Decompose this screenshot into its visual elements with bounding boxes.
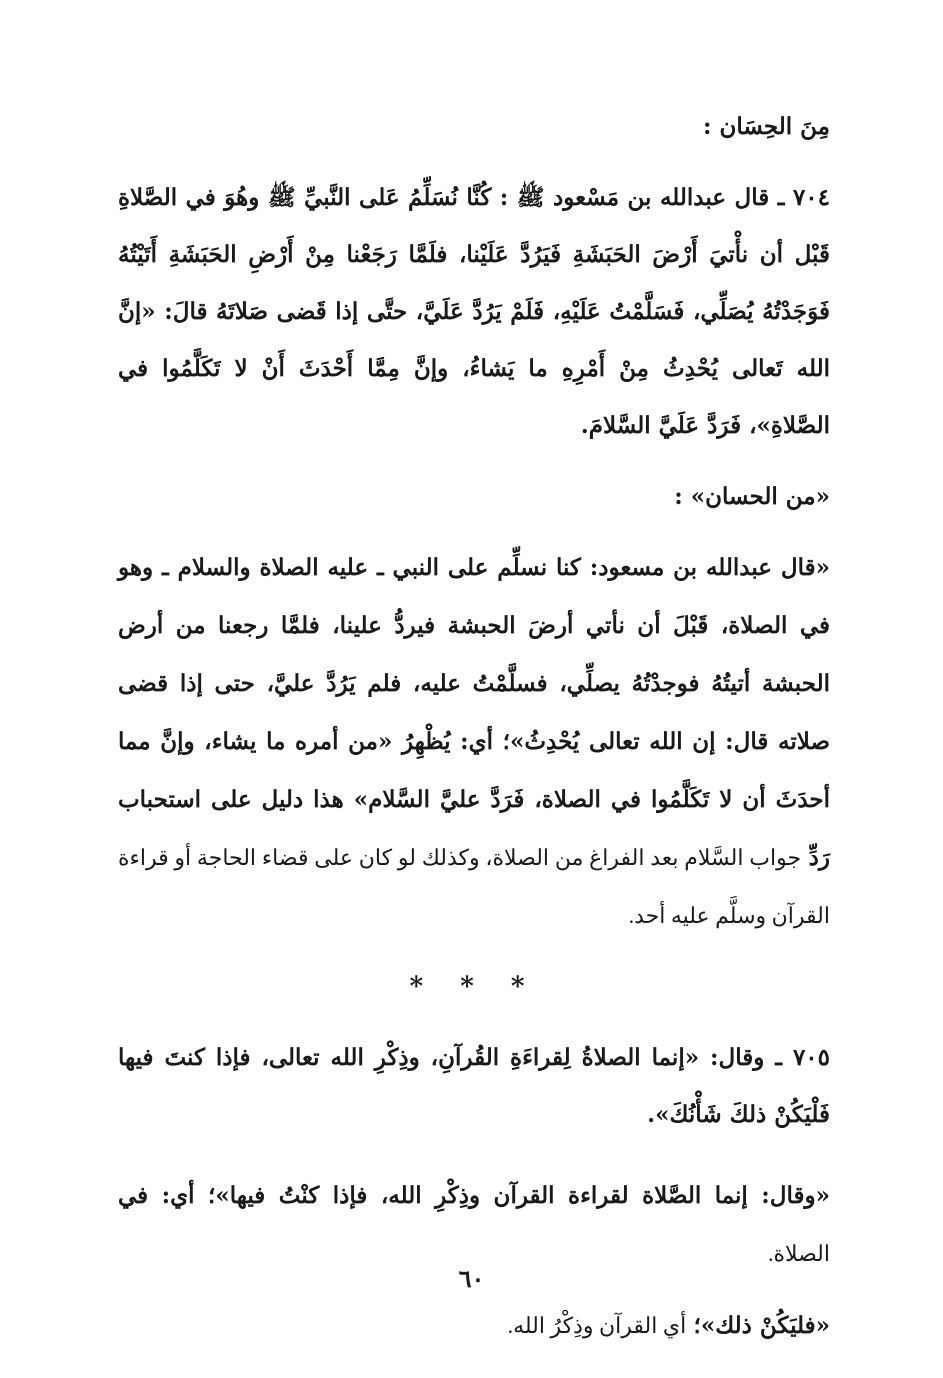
spacer xyxy=(118,525,830,539)
commentary-705a-bold: «وقال: إنما الصَّلاة لقراءة القرآن وذِكْرِ الله، فإذا كنْتُ فيها»؛ أي: في xyxy=(118,1182,830,1209)
hadith-704: ٧٠٤ ـ قال عبدالله بن مَسْعود ﷺ : كُنَّا نُسَلِّمُ عَلى النَّبيِّ ﷺ وهُوَ في الصَّلاةِ قَبْل أن نأْتيَ أَرْضَ الحَبَشَةِ فَيَرُدَّ عَلَيْنا، فلَمَّا رَجَعْنا مِنْ أَرْضِ الحَبَشَةِ أَتَيْتُهُ فَوَجَدْتُهُ يُصَلِّي، فَسَلَّمْتُ عَلَيْهِ، فَلَمْ يَرُدَّ عَلَيَّ، حتَّى إذا قَضى صَلاتَهُ قالَ: «إنَّ الله تَعالى يُحْدِثُ مِنْ أَمْرِهِ ما يَشاءُ، وإنَّ مِمَّا أَحْدَثَ أَنْ لا تَكَلَّمُوا في الصَّلاةِ»، فَرَدَّ عَلَيَّ السَّلامَ. xyxy=(118,184,830,439)
section-heading: مِنَ الحِسَان : xyxy=(703,113,830,140)
commentary-705a-light: الصلاة. xyxy=(767,1241,830,1266)
spacer xyxy=(118,1143,830,1167)
page-number: ٦٠ xyxy=(458,1264,485,1293)
commentary-heading: «من الحسان» : xyxy=(674,483,830,510)
spacer xyxy=(118,454,830,468)
hadith-705: ٧٠٥ ـ وقال: «إنما الصلاةُ لِقراءَةِ القُرآنِ، وذِكْرِ الله تعالى، فإذا كنتَ فيها فَلْيَكُنْ ذلكَ شَأْنُكَ». xyxy=(118,1044,830,1128)
page-body xyxy=(118,98,830,1355)
commentary-705b xyxy=(118,1297,830,1355)
commentary-704-bold: «قال عبدالله بن مسعود: كنا نسلِّم على النبي ـ عليه الصلاة والسلام ـ وهو في الصلاة، قَبْلَ أن نأتي أرضَ الحبشة فيردُّ علينا، فلمَّا رجعنا من أرض الحبشة أتيتُهُ فوجدْتُهُ يصلِّي، فسلَّمْتُ عليه، فلم يَرُدَّ عليَّ، حتى إذا قضى صلاته قال: إن الله تعالى يُحْدِثُ»؛ أي: يُظْهِرُ «من أمره ما يشاء، وإنَّ مما أحدَثَ أن لا تَكَلَّمُوا في الصلاة، فَرَدَّ عليَّ السَّلام» هذا دليل على استحباب رَدِّ xyxy=(118,554,830,871)
commentary-704-light: جواب السَّلام بعد الفراغ من الصلاة، وكذلك لو كان على قضاء الحاجة أو قراءة القرآن وسلَّم عليه أحد. xyxy=(118,845,830,928)
commentary-705b-light: أي القرآن وذِكْرُ الله. xyxy=(507,1313,687,1338)
commentary-704 xyxy=(118,539,830,945)
commentary-705b-bold: «فليَكُنْ ذلك»؛ xyxy=(693,1312,830,1339)
section-separator: * * * xyxy=(409,972,539,1002)
